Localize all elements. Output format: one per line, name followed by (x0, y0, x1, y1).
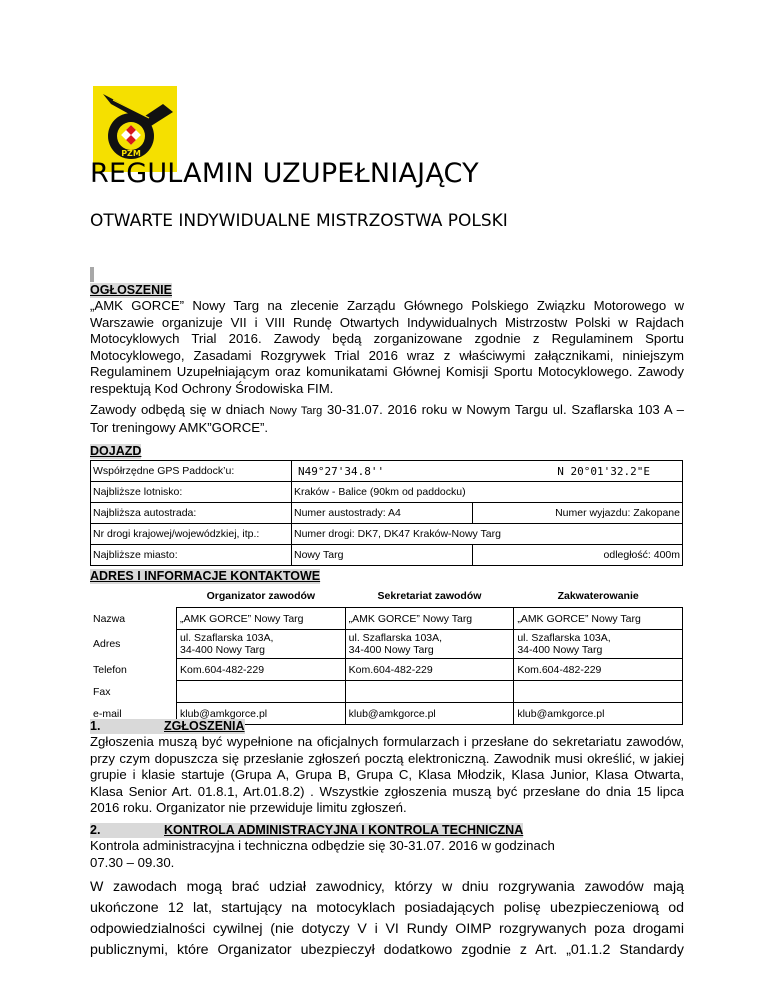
table-row (91, 461, 683, 482)
section1-title: ZGŁOSZENIA (164, 719, 245, 733)
table-row (90, 630, 683, 659)
fax-label: Fax (93, 685, 111, 698)
address-line: ul. Szaflarska 103A, (348, 632, 443, 644)
address-label: Adres (93, 638, 121, 650)
directions-table (90, 460, 683, 566)
event-dates (90, 402, 684, 436)
section1-heading (90, 719, 245, 734)
table-header-row (90, 584, 683, 608)
accommodation-name: „AMK GORCE” Nowy Targ (514, 608, 683, 630)
accommodation-address (514, 630, 683, 659)
organizer-email: klub@amkgorce.pl (177, 703, 346, 725)
email-label: e-mail (93, 707, 122, 720)
city-label: Najbliższe miasto: (91, 545, 292, 566)
page-title: REGULAMIN UZUPEŁNIAJĄCY (90, 158, 479, 189)
column-header-organizer: Organizator zawodów (206, 589, 316, 602)
section2-text-line1: Kontrola administracyjna i techniczna odbędzie się 30-31.07. 2016 w godzinach (90, 838, 555, 853)
section1-text: Zgłoszenia muszą być wypełnione na oficjalnych formularzach i przesłane do sekretariatu zawodów, przy czym dopuszcza się przesłanie zgłoszeń pocztą elektroniczną. Zawodnik musi określić, w jakiej grupie i klasie startuje (Grupa A, Grupa B, Grupa C, Klasa Młodzik, Klasa Junior, Klasa Otwarta, Klasa Senior Art. 01.8.1, Art.01.8.2) . Wszystkie zgłoszenia muszą być przesłane do dnia 15 lipca 2016 roku. Organizator nie przewiduje limitu zgłoszeń. (90, 734, 684, 816)
organizer-address (177, 630, 346, 659)
column-header-secretariat: Sekretariat zawodów (377, 589, 482, 602)
table-row (91, 503, 683, 524)
exit-value: Numer wyjazdu: Zakopane (472, 503, 682, 524)
address-line: ul. Szaflarska 103A, (180, 632, 274, 644)
gps-value (292, 461, 683, 482)
page-subtitle: OTWARTE INDYWIDUALNE MISTRZOSTWA POLSKI (90, 211, 508, 231)
address-line: 34-400 Nowy Targ (348, 644, 434, 656)
secretariat-fax (345, 681, 514, 703)
road-label: Nr drogi krajowej/wojewódzkiej, itp.: (91, 524, 292, 545)
distance-value: odległość: 400m (472, 545, 682, 566)
logo-text: PZM (121, 149, 141, 158)
gps-label: Współrzędne GPS Paddock’u: (91, 461, 292, 482)
section-marker (90, 267, 94, 282)
accommodation-phone: Kom.604-482-229 (514, 659, 683, 681)
section2-heading (90, 823, 523, 838)
table-row (90, 659, 683, 681)
organizer-fax (177, 681, 346, 703)
organizer-name: „AMK GORCE” Nowy Targ (177, 608, 346, 630)
secretariat-name: „AMK GORCE” Nowy Targ (345, 608, 514, 630)
announcement-heading: OGŁOSZENIE (90, 283, 172, 297)
contact-heading: ADRES I INFORMACJE KONTAKTOWE (90, 569, 321, 583)
gps-east: N 20°01'32.2"E (557, 464, 650, 478)
motorway-label: Najbliższa autostrada: (91, 503, 292, 524)
road-value: Numer drogi: DK7, DK47 Kraków-Nowy Targ (292, 524, 683, 545)
eligibility-text: W zawodach mogą brać udział zawodnicy, którzy w dniu rozgrywania zawodów mają ukończone 12 lat, startujący na motocyklach posiadających polisę ubezpieczeniową od odpowiedzialności cywilnej (nie dotyczy V i VI Rundy OIMP rozgrywanych poza drogami publicznymi, które Organizator ubezpieczył dodatkowo zgodnie z Art. „01.1.2 Standardy (90, 879, 684, 958)
secretariat-email: klub@amkgorce.pl (345, 703, 514, 725)
directions-heading: DOJAZD (90, 444, 142, 458)
event-dates-small: Nowy Targ (269, 405, 323, 417)
gps-north: N49°27'34.8'' (298, 464, 385, 478)
accommodation-email: klub@amkgorce.pl (514, 703, 683, 725)
section2-text-line2: 07.30 – 09.30. (90, 854, 175, 870)
section2-text (90, 838, 684, 871)
section2-number: 2. (90, 823, 101, 837)
table-row (91, 545, 683, 566)
contact-table (90, 584, 683, 725)
section2-title: KONTROLA ADMINISTRACYJNA I KONTROLA TECHNICZNA (164, 823, 524, 837)
table-row (91, 482, 683, 503)
address-line: 34-400 Nowy Targ (517, 644, 603, 656)
table-row (90, 681, 683, 703)
airport-label: Najbliższe lotnisko: (91, 482, 292, 503)
event-dates-post: 30-31.07. 2016 roku w Nowym Targu ul. Szaflarska 103 A – Tor treningowy AMK”GORCE”. (90, 402, 685, 435)
secretariat-address (345, 630, 514, 659)
table-row (90, 608, 683, 630)
address-line: 34-400 Nowy Targ (180, 644, 266, 656)
secretariat-phone: Kom.604-482-229 (345, 659, 514, 681)
accommodation-fax (514, 681, 683, 703)
announcement-text: „AMK GORCE” Nowy Targ na zlecenie Zarządu Głównego Polskiego Związku Motorowego w Warszawie organizuje VII i VIII Rundę Otwartych Indywidualnych Mistrzostw Polski w Rajdach Motocyklowych Trial 2016. Zawody będą zorganizowane zgodnie z Regulaminem Sportu Motocyklowego, Zasadami Rozgrywek Trial 2016 wraz z właściwymi załącznikami, niniejszym Regulaminem Uzupełniającym oraz komunikatami Głównej Komisji Sportu Motocyklowego. Zawody respektują Kod Ochrony Środowiska FIM. (90, 298, 684, 396)
city-value: Nowy Targ (292, 545, 473, 566)
name-label: Nazwa (93, 612, 126, 625)
column-header-accommodation: Zakwaterowanie (557, 589, 639, 602)
event-dates-pre: Zawody odbędą się w dniach (90, 402, 270, 417)
organizer-phone: Kom.604-482-229 (177, 659, 346, 681)
airport-value: Kraków - Balice (90km od paddocku) (292, 482, 683, 503)
table-row (91, 524, 683, 545)
address-line: ul. Szaflarska 103A, (517, 632, 611, 644)
phone-label: Telefon (93, 663, 127, 676)
section1-number: 1. (90, 719, 101, 733)
motorway-value: Numer austostrady: A4 (292, 503, 473, 524)
